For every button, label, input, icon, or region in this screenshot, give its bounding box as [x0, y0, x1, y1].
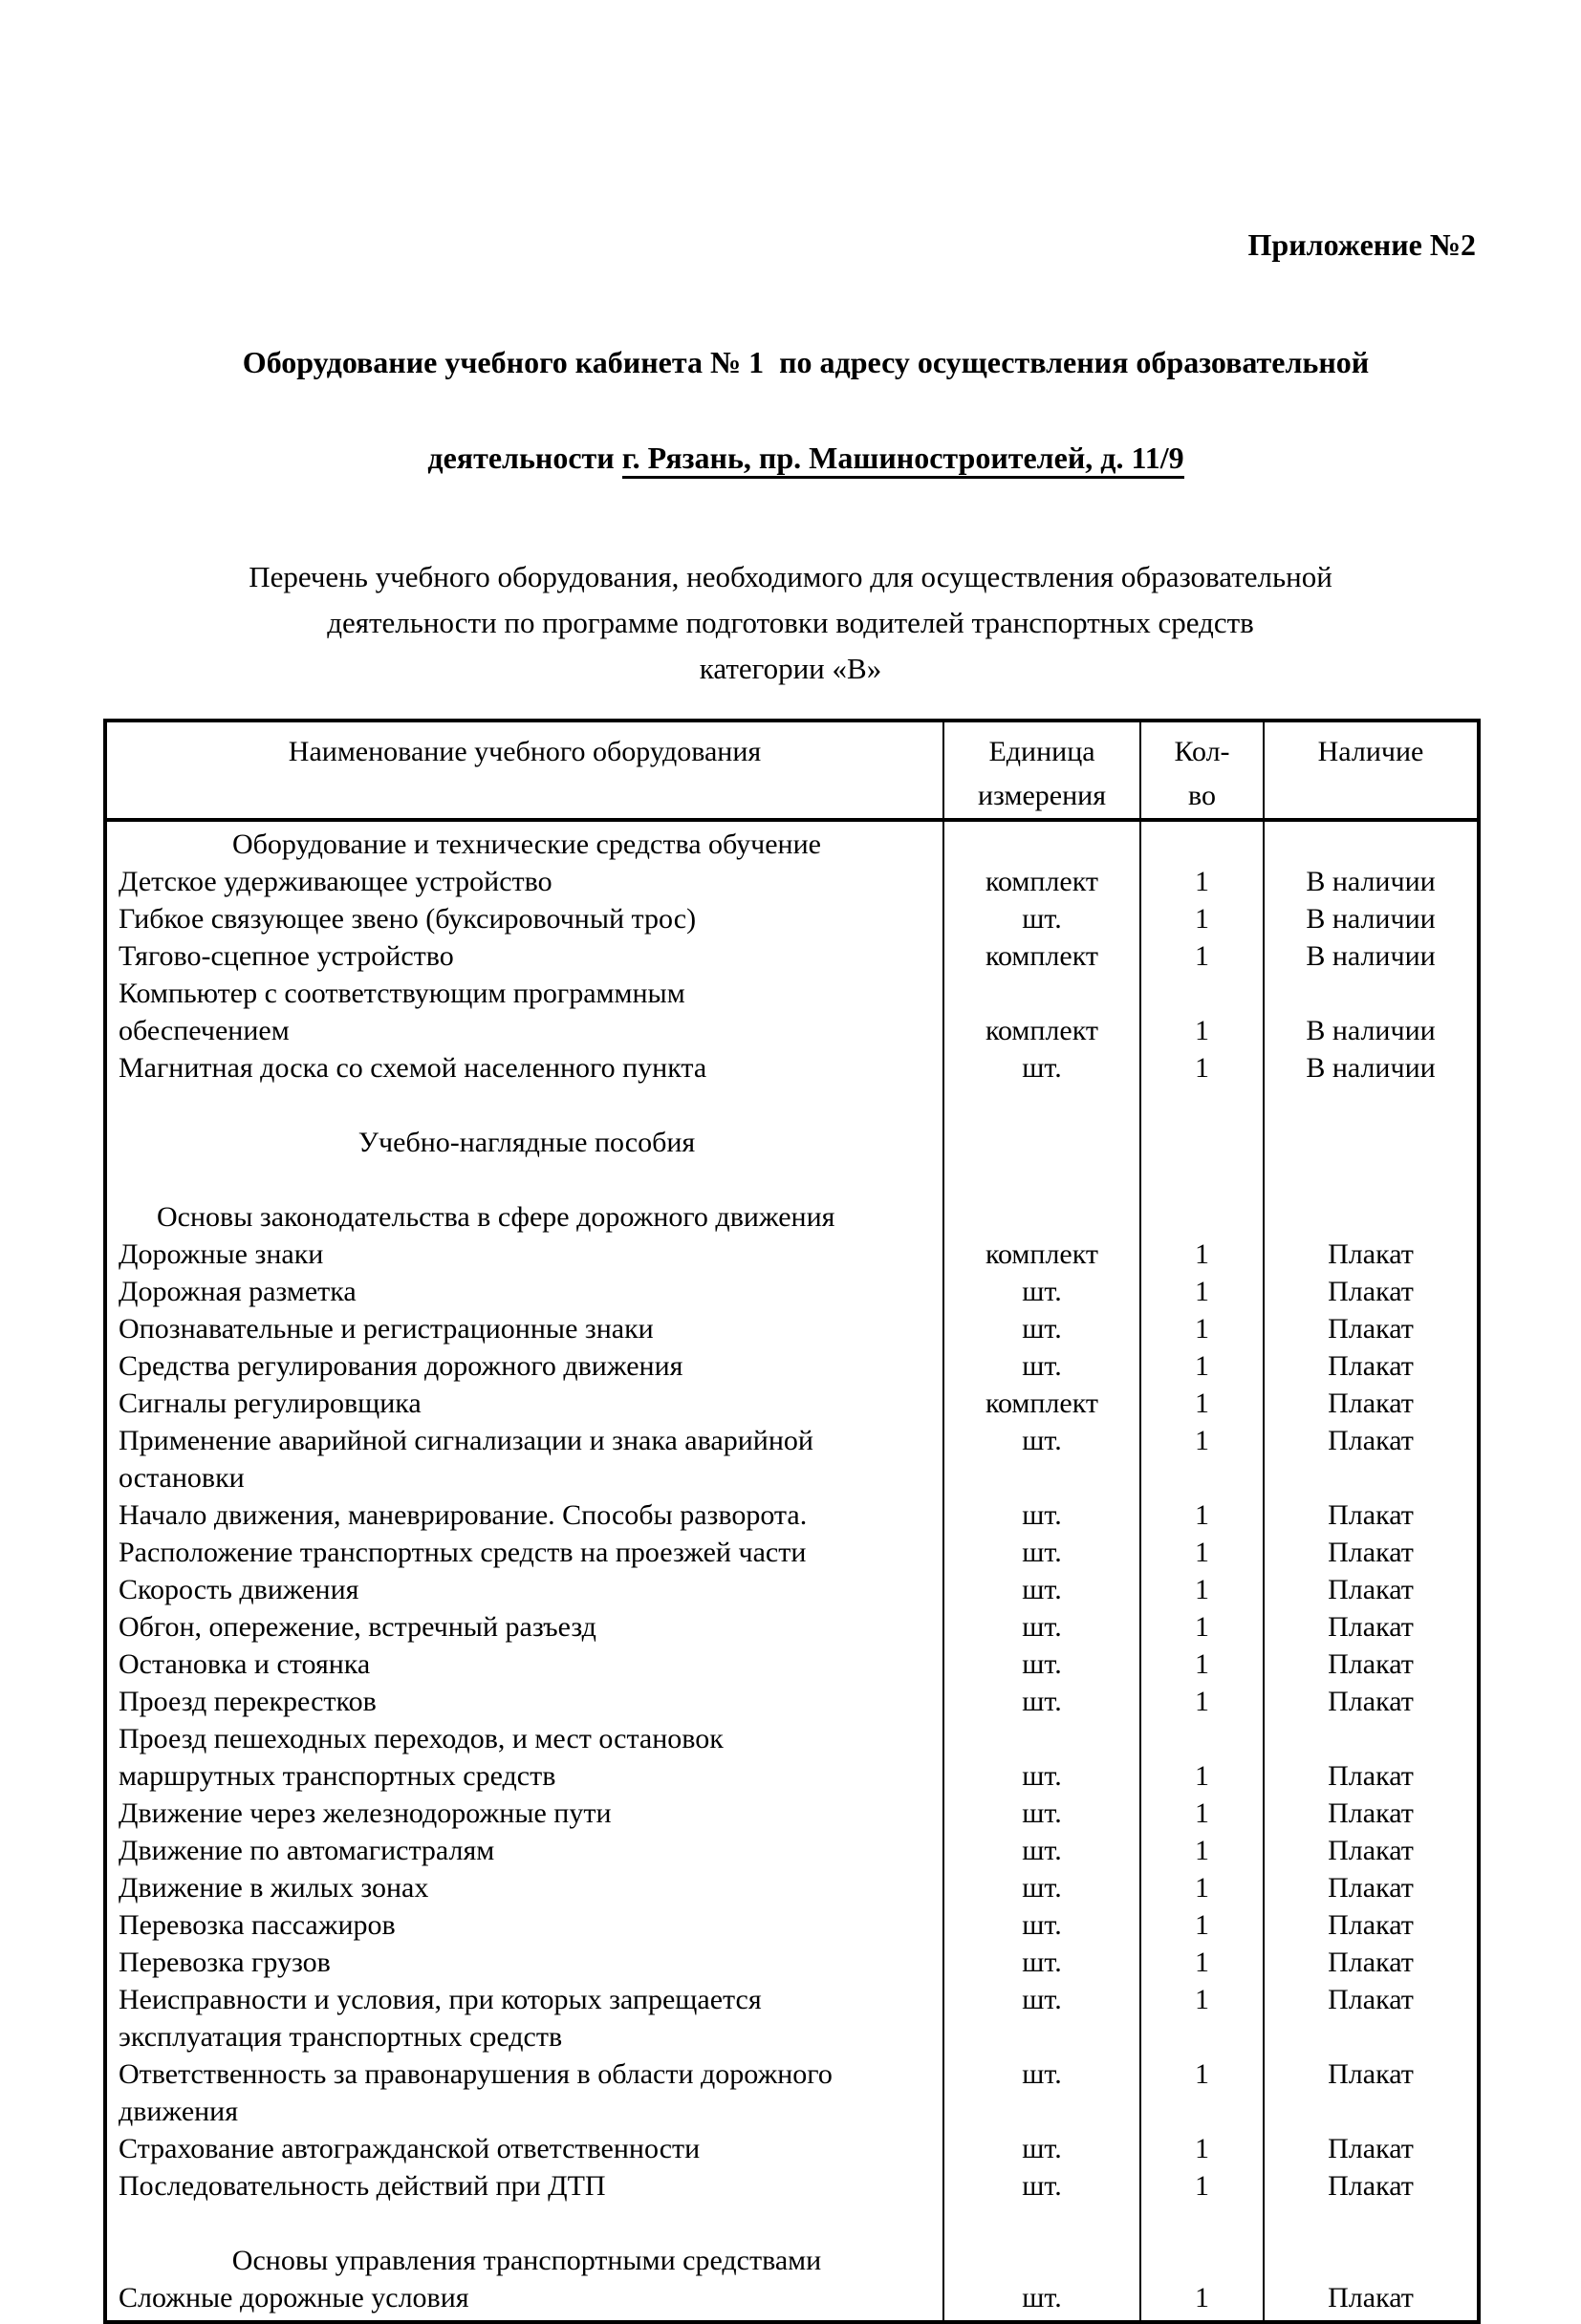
title-address-underlined: г. Рязань, пр. Машиностроителей, д. 11/9: [622, 441, 1184, 479]
unit-cell: комплект: [943, 863, 1140, 900]
qty-cell: 1: [1140, 1236, 1264, 1273]
table-header-row: [105, 721, 1479, 820]
availability-cell: Плакат: [1264, 1571, 1479, 1608]
table-row: [105, 1981, 1479, 2055]
annex-label: Приложение №2: [1247, 227, 1476, 262]
unit-cell: шт.: [943, 1944, 1140, 1981]
unit-cell: шт.: [943, 1347, 1140, 1385]
availability-cell: Плакат: [1264, 1832, 1479, 1869]
unit-cell: шт.: [943, 1832, 1140, 1869]
item-name-cell: Неисправности и условия, при которых запрещается эксплуатация транспортных средств: [119, 1984, 762, 2053]
qty-cell: 1: [1140, 1422, 1264, 1496]
item-name-cell: Перевозка грузов: [119, 1947, 331, 1978]
item-name-cell: Начало движения, маневрирование. Способы разворота.: [119, 1499, 808, 1531]
table-row: [105, 900, 1479, 937]
col-header-qty: Кол-во: [1140, 721, 1264, 820]
qty-cell: [1140, 1124, 1264, 1161]
unit-cell: [943, 1198, 1140, 1236]
table-row: [105, 1049, 1479, 1087]
availability-cell: В наличии: [1264, 975, 1479, 1049]
availability-cell: Плакат: [1264, 1236, 1479, 1273]
unit-cell: шт.: [943, 1608, 1140, 1646]
table-row: [105, 1608, 1479, 1646]
availability-cell: [1264, 820, 1479, 863]
document-title: [86, 290, 1495, 529]
table-row: [105, 1646, 1479, 1683]
unit-cell: шт.: [943, 1422, 1140, 1496]
spacer-row: [105, 2205, 1479, 2242]
qty-cell: 1: [1140, 1049, 1264, 1087]
availability-cell: Плакат: [1264, 1944, 1479, 1981]
qty-cell: [1140, 820, 1264, 863]
item-name-cell: Ответственность за правонарушения в области дорожного движения: [119, 2058, 833, 2127]
availability-cell: Плакат: [1264, 1869, 1479, 1906]
table-row: [105, 1385, 1479, 1422]
qty-cell: 1: [1140, 937, 1264, 975]
availability-cell: Плакат: [1264, 1496, 1479, 1534]
qty-cell: 1: [1140, 863, 1264, 900]
unit-cell: шт.: [943, 1795, 1140, 1832]
table-row: [105, 975, 1479, 1049]
col-header-unit: Единица измерения: [943, 721, 1140, 820]
intro-line2: деятельности по программе подготовки водителей транспортных средств: [327, 606, 1254, 639]
title-line1: Оборудование учебного кабинета № 1 по адресу осуществления образовательной: [242, 345, 1370, 379]
unit-cell: [943, 1124, 1140, 1161]
qty-cell: 1: [1140, 1795, 1264, 1832]
qty-cell: [1140, 2205, 1264, 2242]
table-row: [105, 1236, 1479, 1273]
unit-cell: шт.: [943, 1273, 1140, 1310]
section-row: [105, 820, 1479, 863]
availability-cell: Плакат: [1264, 2279, 1479, 2322]
availability-cell: В наличии: [1264, 863, 1479, 900]
item-name-cell: Сложные дорожные условия: [119, 2282, 469, 2313]
item-name-cell: Проезд перекрестков: [119, 1686, 377, 1717]
availability-cell: [1264, 1198, 1479, 1236]
intro-line3: категории «В»: [699, 652, 882, 685]
unit-cell: [943, 2205, 1140, 2242]
unit-cell: шт.: [943, 1049, 1140, 1087]
unit-cell: шт.: [943, 1310, 1140, 1347]
table-row: [105, 1422, 1479, 1496]
table-row: [105, 1906, 1479, 1944]
qty-cell: 1: [1140, 1683, 1264, 1720]
item-name-cell: Движение по автомагистралям: [119, 1835, 495, 1866]
unit-cell: [943, 1161, 1140, 1198]
table-row: [105, 863, 1479, 900]
availability-cell: Плакат: [1264, 1385, 1479, 1422]
section-row: [105, 2242, 1479, 2279]
title-line2-prefix: деятельности: [427, 441, 622, 475]
qty-cell: 1: [1140, 1385, 1264, 1422]
item-name-cell: Остановка и стоянка: [119, 1648, 371, 1680]
item-name-cell: Тягово-сцепное устройство: [119, 940, 454, 972]
item-name-cell: Движение в жилых зонах: [119, 1872, 429, 1904]
availability-cell: В наличии: [1264, 937, 1479, 975]
availability-cell: Плакат: [1264, 1608, 1479, 1646]
availability-cell: [1264, 2205, 1479, 2242]
availability-cell: Плакат: [1264, 2055, 1479, 2130]
qty-cell: 1: [1140, 2130, 1264, 2167]
item-name-cell: Перевозка пассажиров: [119, 1909, 396, 1941]
intro-line1: Перечень учебного оборудования, необходимого для осуществления образовательной: [249, 560, 1332, 593]
item-name-cell: Средства регулирования дорожного движения: [119, 1350, 683, 1382]
unit-cell: шт.: [943, 2167, 1140, 2205]
table-row: [105, 1869, 1479, 1906]
qty-cell: 1: [1140, 2167, 1264, 2205]
qty-cell: 1: [1140, 1944, 1264, 1981]
availability-cell: Плакат: [1264, 1310, 1479, 1347]
table-body: [105, 820, 1479, 2322]
availability-cell: Плакат: [1264, 1347, 1479, 1385]
qty-cell: 1: [1140, 1608, 1264, 1646]
unit-cell: [943, 820, 1140, 863]
unit-cell: шт.: [943, 1646, 1140, 1683]
availability-cell: Плакат: [1264, 1981, 1479, 2055]
item-name-cell: Дорожные знаки: [119, 1238, 324, 1270]
unit-cell: шт.: [943, 2130, 1140, 2167]
unit-cell: комплект: [943, 1236, 1140, 1273]
spacer-row: [105, 1087, 1479, 1124]
table-row: [105, 2130, 1479, 2167]
item-name-cell: Применение аварийной сигнализации и знака аварийной остановки: [119, 1425, 813, 1494]
unit-cell: комплект: [943, 1385, 1140, 1422]
table-row: [105, 1683, 1479, 1720]
qty-cell: 1: [1140, 1273, 1264, 1310]
unit-cell: комплект: [943, 975, 1140, 1049]
unit-cell: шт.: [943, 1720, 1140, 1795]
unit-cell: шт.: [943, 2279, 1140, 2322]
item-name-cell: Последовательность действий при ДТП: [119, 2170, 606, 2202]
item-name-cell: Расположение транспортных средств на проезжей части: [119, 1537, 807, 1568]
table-row: [105, 1496, 1479, 1534]
qty-cell: 1: [1140, 900, 1264, 937]
qty-cell: 1: [1140, 1310, 1264, 1347]
table-row: [105, 2055, 1479, 2130]
table-row: [105, 2167, 1479, 2205]
qty-cell: 1: [1140, 1906, 1264, 1944]
availability-cell: Плакат: [1264, 1906, 1479, 1944]
availability-cell: Плакат: [1264, 2167, 1479, 2205]
qty-cell: 1: [1140, 1496, 1264, 1534]
item-name-cell: Детское удерживающее устройство: [119, 866, 552, 897]
availability-cell: Плакат: [1264, 1422, 1479, 1496]
availability-cell: В наличии: [1264, 1049, 1479, 1087]
section-title-cell: Основы управления транспортными средствами: [231, 2245, 822, 2276]
availability-cell: Плакат: [1264, 1273, 1479, 1310]
qty-cell: 1: [1140, 2055, 1264, 2130]
table-row: [105, 1944, 1479, 1981]
unit-cell: шт.: [943, 1683, 1140, 1720]
item-name-cell: Проезд пешеходных переходов, и мест остановок маршрутных транспортных средств: [119, 1723, 724, 1792]
unit-cell: шт.: [943, 1906, 1140, 1944]
spacer-cell: [105, 2205, 943, 2242]
item-name-cell: Движение через железнодорожные пути: [119, 1797, 612, 1829]
availability-cell: Плакат: [1264, 1795, 1479, 1832]
unit-cell: шт.: [943, 2055, 1140, 2130]
qty-cell: 1: [1140, 1832, 1264, 1869]
item-name-cell: Обгон, опережение, встречный разъезд: [119, 1611, 596, 1643]
qty-cell: [1140, 2242, 1264, 2279]
qty-cell: 1: [1140, 1347, 1264, 1385]
item-name-cell: Сигналы регулировщика: [119, 1388, 422, 1419]
intro-paragraph: [86, 554, 1495, 692]
availability-cell: Плакат: [1264, 1646, 1479, 1683]
table-row: [105, 1571, 1479, 1608]
availability-cell: Плакат: [1264, 2130, 1479, 2167]
spacer-cell: [105, 1161, 943, 1198]
table-row: [105, 1347, 1479, 1385]
table-row: [105, 2279, 1479, 2322]
spacer-cell: [105, 1087, 943, 1124]
table-row: [105, 1273, 1479, 1310]
unit-cell: [943, 2242, 1140, 2279]
unit-cell: шт.: [943, 1571, 1140, 1608]
table-row: [105, 1310, 1479, 1347]
availability-cell: Плакат: [1264, 1720, 1479, 1795]
unit-cell: комплект: [943, 937, 1140, 975]
qty-cell: 1: [1140, 1534, 1264, 1571]
unit-cell: шт.: [943, 900, 1140, 937]
section-title-cell: Оборудование и технические средства обучение: [232, 828, 821, 860]
equipment-table: [103, 719, 1481, 2324]
availability-cell: [1264, 2242, 1479, 2279]
unit-cell: [943, 1087, 1140, 1124]
spacer-row: [105, 1161, 1479, 1198]
qty-cell: 1: [1140, 975, 1264, 1049]
item-name-cell: Гибкое связующее звено (буксировочный трос): [119, 903, 697, 935]
qty-cell: [1140, 1161, 1264, 1198]
table-row: [105, 937, 1479, 975]
availability-cell: В наличии: [1264, 900, 1479, 937]
qty-cell: 1: [1140, 1869, 1264, 1906]
qty-cell: [1140, 1087, 1264, 1124]
qty-cell: 1: [1140, 1646, 1264, 1683]
qty-cell: 1: [1140, 1571, 1264, 1608]
qty-cell: 1: [1140, 1981, 1264, 2055]
item-name-cell: Компьютер с соответствующим программным обеспечением: [119, 978, 685, 1046]
subsection-title-cell: Основы законодательства в сфере дорожного движения: [157, 1201, 835, 1233]
unit-cell: шт.: [943, 1981, 1140, 2055]
col-header-availability: Наличие: [1264, 721, 1479, 820]
col-header-name: Наименование учебного оборудования: [105, 721, 943, 820]
availability-cell: Плакат: [1264, 1683, 1479, 1720]
availability-cell: Плакат: [1264, 1534, 1479, 1571]
unit-cell: шт.: [943, 1534, 1140, 1571]
item-name-cell: Опознавательные и регистрационные знаки: [119, 1313, 654, 1345]
qty-cell: [1140, 1198, 1264, 1236]
qty-cell: 1: [1140, 2279, 1264, 2322]
table-row: [105, 1534, 1479, 1571]
availability-cell: [1264, 1161, 1479, 1198]
table-row: [105, 1795, 1479, 1832]
item-name-cell: Скорость движения: [119, 1574, 359, 1605]
availability-cell: [1264, 1124, 1479, 1161]
subsection-row: [105, 1198, 1479, 1236]
table-row: [105, 1832, 1479, 1869]
qty-cell: 1: [1140, 1720, 1264, 1795]
unit-cell: шт.: [943, 1869, 1140, 1906]
section-title-cell: Учебно-наглядные пособия: [357, 1127, 696, 1158]
unit-cell: шт.: [943, 1496, 1140, 1534]
section-row: [105, 1124, 1479, 1161]
item-name-cell: Страхование автогражданской ответственности: [119, 2133, 701, 2164]
table-row: [105, 1720, 1479, 1795]
item-name-cell: Дорожная разметка: [119, 1276, 357, 1307]
availability-cell: [1264, 1087, 1479, 1124]
item-name-cell: Магнитная доска со схемой населенного пункта: [119, 1052, 707, 1084]
